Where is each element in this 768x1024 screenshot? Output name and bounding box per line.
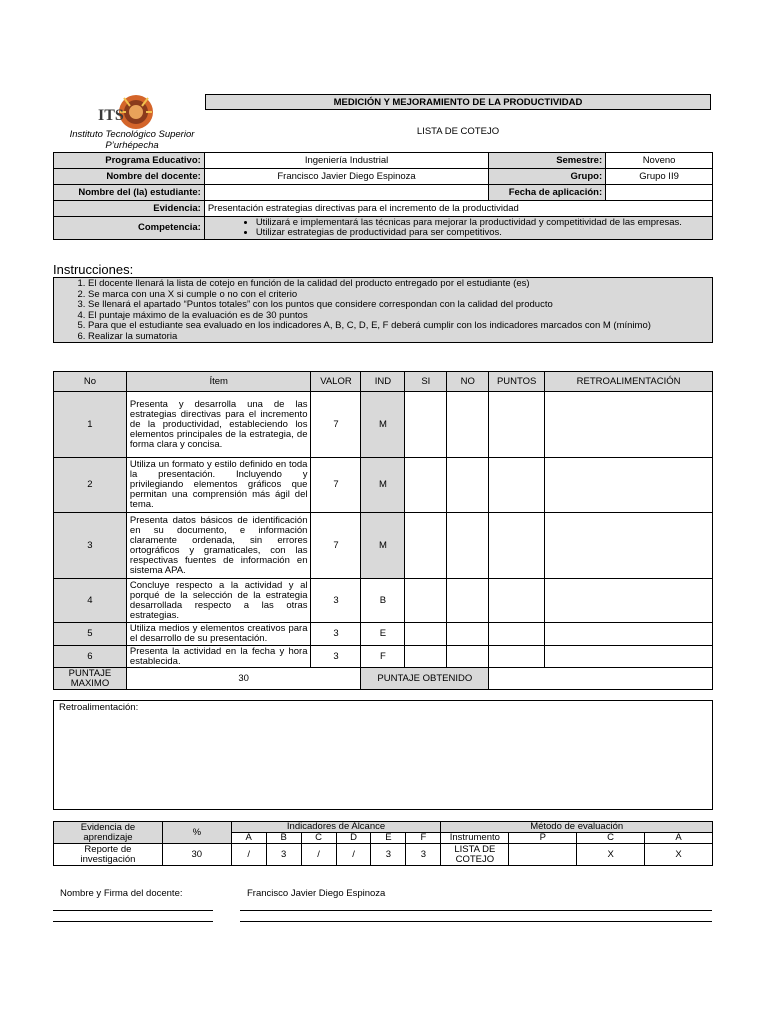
header-no: No <box>54 372 127 392</box>
row-no-cell[interactable] <box>447 458 489 513</box>
docente-label: Nombre del docente: <box>54 169 205 185</box>
svg-text:ITS: ITS <box>98 107 124 124</box>
indicador-d-header: D <box>336 833 371 844</box>
instruction-item: 2. Se marca con una X si cumple o no con el criterio <box>88 290 712 301</box>
row-si-cell[interactable] <box>405 579 447 623</box>
indicadores-header: Indicadores de Alcance <box>231 822 441 833</box>
instructions-title: Instrucciones: <box>53 262 134 277</box>
row-no: 6 <box>54 646 127 668</box>
evidencia-aprendizaje-header: Evidencia de aprendizaje <box>54 822 163 844</box>
row-si-cell[interactable] <box>405 458 447 513</box>
row-retro-cell[interactable] <box>545 623 713 646</box>
institution-line-2: P’urhépecha <box>105 140 159 151</box>
indicador-e-header: E <box>371 833 406 844</box>
row-si-cell[interactable] <box>405 623 447 646</box>
row-valor: 7 <box>311 392 361 458</box>
row-retro-cell[interactable] <box>545 646 713 668</box>
row-retro-cell[interactable] <box>545 579 713 623</box>
metodo-a-header: A <box>645 833 713 844</box>
puntaje-obtenido-value[interactable] <box>489 668 713 690</box>
indicador-a-header: A <box>231 833 266 844</box>
row-si-cell[interactable] <box>405 513 447 579</box>
header-no-cumple: NO <box>447 372 489 392</box>
indicador-f-header: F <box>406 833 441 844</box>
instruction-item: 4. El puntaje máximo de la evaluación es de 30 puntos <box>88 311 712 322</box>
table-row <box>54 458 713 513</box>
retroalimentacion-label: Retroalimentación: <box>59 702 139 713</box>
row-ind: M <box>361 513 405 579</box>
fecha-value[interactable] <box>606 185 713 201</box>
grupo-label: Grupo: <box>489 169 606 185</box>
sun-rays-icon <box>119 95 153 129</box>
row-valor: 7 <box>311 513 361 579</box>
header-valor: VALOR <box>311 372 361 392</box>
eval-indicador-c: / <box>301 844 336 866</box>
eval-instrumento: LISTA DE COTEJO <box>441 844 509 866</box>
document-title: MEDICIÓN Y MEJORAMIENTO DE LA PRODUCTIVIDAD <box>205 94 711 110</box>
row-item: Utiliza medios y elementos creativos para el desarrollo de su presentación. <box>126 623 311 646</box>
row-valor: 3 <box>311 646 361 668</box>
fecha-label: Fecha de aplicación: <box>489 185 606 201</box>
row-si-cell[interactable] <box>405 646 447 668</box>
document-subtitle: LISTA DE COTEJO <box>416 126 500 137</box>
indicador-c-header: C <box>301 833 336 844</box>
instruction-item: 3. Se llenará el apartado “Puntos totales” con los puntos que considere correspondan con la calidad del producto <box>88 300 712 311</box>
table-row <box>54 392 713 458</box>
eval-indicador-b: 3 <box>266 844 301 866</box>
metodo-header: Método de evaluación <box>441 822 713 833</box>
row-item: Utiliza un formato y estilo definido en toda la presentación. Incluyendo y privilegiando elementos gráficos que permitan una comprensión más ágil del tema. <box>126 458 311 513</box>
docente-value[interactable]: Francisco Javier Diego Espinoza <box>204 169 488 185</box>
signature-line <box>240 910 712 911</box>
metodo-c-header: C <box>577 833 645 844</box>
eval-metodo-p <box>509 844 577 866</box>
row-valor: 3 <box>311 623 361 646</box>
row-item: Presenta la actividad en la fecha y hora establecida. <box>126 646 311 668</box>
instruction-item: 5. Para que el estudiante sea evaluado en los indicadores A, B, C, D, E, F deberá cumplir con los indicadores marcados con M (mínimo) <box>88 321 712 332</box>
header-puntos: PUNTOS <box>489 372 545 392</box>
header-item: Ítem <box>126 372 311 392</box>
info-table <box>53 152 713 240</box>
row-retro-cell[interactable] <box>545 458 713 513</box>
puntaje-maximo-label: PUNTAJE MAXIMO <box>54 668 127 690</box>
evidencia-label: Evidencia: <box>54 201 205 217</box>
percent-header: % <box>162 822 231 844</box>
programa-value[interactable]: Ingeniería Industrial <box>204 153 488 169</box>
table-row <box>54 646 713 668</box>
row-retro-cell[interactable] <box>545 392 713 458</box>
programa-label: Programa Educativo: <box>54 153 205 169</box>
instructions-box <box>53 277 713 343</box>
row-puntos-cell[interactable] <box>489 623 545 646</box>
header-si: SI <box>405 372 447 392</box>
eval-indicador-f: 3 <box>406 844 441 866</box>
row-puntos-cell[interactable] <box>489 513 545 579</box>
evaluation-row <box>54 844 713 866</box>
instrumento-header: Instrumento <box>441 833 509 844</box>
table-row <box>54 623 713 646</box>
row-no-cell[interactable] <box>447 579 489 623</box>
metodo-p-header: P <box>509 833 577 844</box>
instruction-item: 6. Realizar la sumatoria <box>88 332 712 343</box>
competencia-label: Competencia: <box>54 217 205 240</box>
semestre-value[interactable]: Noveno <box>606 153 713 169</box>
competencia-item: • Utilizar estrategias de productividad para ser competitivos. <box>256 228 709 238</box>
row-puntos-cell[interactable] <box>489 646 545 668</box>
row-no-cell[interactable] <box>447 623 489 646</box>
competencia-item: • Utilizará e implementará las técnicas para mejorar la productividad y competitividad de las empresas. <box>256 218 709 228</box>
row-no: 2 <box>54 458 127 513</box>
semestre-label: Semestre: <box>489 153 606 169</box>
row-ind: M <box>361 392 405 458</box>
row-no: 3 <box>54 513 127 579</box>
totals-row <box>54 668 713 690</box>
row-puntos-cell[interactable] <box>489 458 545 513</box>
puntaje-obtenido-label: PUNTAJE OBTENIDO <box>361 668 489 690</box>
eval-indicador-e: 3 <box>371 844 406 866</box>
signature-name: Francisco Javier Diego Espinoza <box>247 888 386 899</box>
evaluation-table <box>53 821 713 866</box>
row-retro-cell[interactable] <box>545 513 713 579</box>
eval-metodo-c: X <box>577 844 645 866</box>
evidencia-value[interactable]: Presentación estrategias directivas para el incremento de la productividad <box>204 201 712 217</box>
institution-logo <box>96 92 160 130</box>
table-row <box>54 513 713 579</box>
institution-line-1: Instituto Tecnológico Superior <box>69 129 195 140</box>
signature-line <box>240 921 712 922</box>
eval-metodo-a: X <box>645 844 713 866</box>
header-retro: RETROALIMENTACIÓN <box>545 372 713 392</box>
eval-row-pct: 30 <box>162 844 231 866</box>
row-ind: M <box>361 458 405 513</box>
puntaje-maximo-value: 30 <box>126 668 361 690</box>
header-ind: IND <box>361 372 405 392</box>
signature-label: Nombre y Firma del docente: <box>60 888 183 899</box>
estudiante-value[interactable] <box>204 185 488 201</box>
row-no: 5 <box>54 623 127 646</box>
eval-indicador-d: / <box>336 844 371 866</box>
row-valor: 3 <box>311 579 361 623</box>
row-no: 1 <box>54 392 127 458</box>
indicador-b-header: B <box>266 833 301 844</box>
eval-row-label: Reporte de investigación <box>54 844 163 866</box>
row-si-cell[interactable] <box>405 392 447 458</box>
row-item: Presenta datos básicos de identificación en su documento, e información claramente ordenada, sin errores ortográficos y gramaticales, con las respectivas fuentes de información en sistema APA. <box>126 513 311 579</box>
eval-indicador-a: / <box>231 844 266 866</box>
row-puntos-cell[interactable] <box>489 579 545 623</box>
row-puntos-cell[interactable] <box>489 392 545 458</box>
instruction-item: 1. El docente llenará la lista de cotejo en función de la calidad del producto entregado por el estudiante (es) <box>88 279 712 290</box>
estudiante-label: Nombre del (la) estudiante: <box>54 185 205 201</box>
row-item: Presenta y desarrolla una de las estrategias directivas para el incremento de la productividad, estableciendo los elementos principales de la estrategia, de forma clara y concisa. <box>126 392 311 458</box>
row-ind: F <box>361 646 405 668</box>
grupo-value[interactable]: Grupo II9 <box>606 169 713 185</box>
row-ind: B <box>361 579 405 623</box>
row-no: 4 <box>54 579 127 623</box>
row-no-cell[interactable] <box>447 513 489 579</box>
institution-name <box>52 129 212 151</box>
row-no-cell[interactable] <box>447 392 489 458</box>
table-row <box>54 579 713 623</box>
row-no-cell[interactable] <box>447 646 489 668</box>
signature-line <box>53 921 213 922</box>
row-ind: E <box>361 623 405 646</box>
row-item: Concluye respecto a la actividad y al porqué de la selección de la estrategia desarrollada respecto a las otras estrategias. <box>126 579 311 623</box>
rubric-table <box>53 371 713 690</box>
retroalimentacion-box[interactable] <box>53 700 713 810</box>
competencia-value <box>204 217 712 240</box>
row-valor: 7 <box>311 458 361 513</box>
signature-line <box>53 910 213 911</box>
